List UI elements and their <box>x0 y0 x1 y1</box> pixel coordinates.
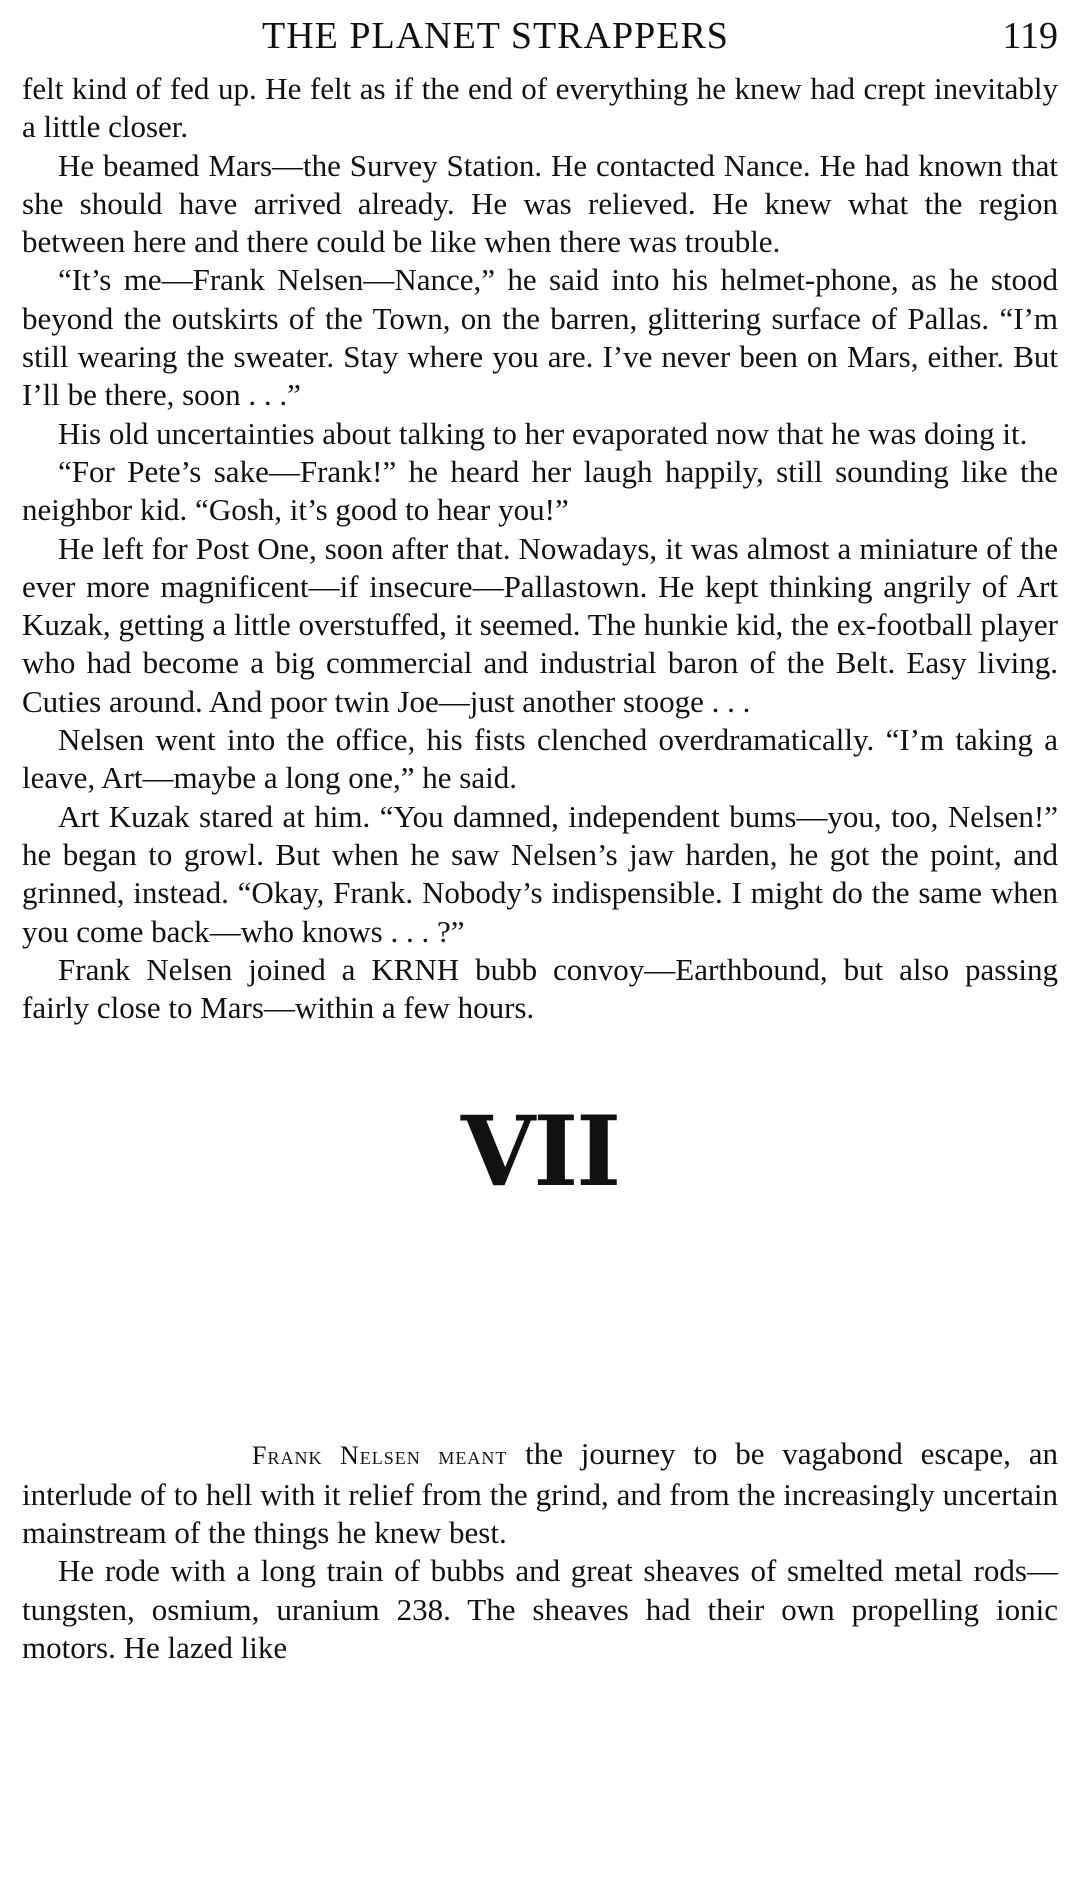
paragraph: Nelsen went into the office, his fists clenched overdramatically. “I’m taking a leave, Art—maybe a long one,” he said. <box>22 722 1058 796</box>
body-text <box>22 70 1058 1027</box>
paragraph: “For Pete’s sake—Frank!” he heard her laugh happily, still sounding like the neighbor kid. “Gosh, it’s good to hear you!” <box>22 453 1058 528</box>
paragraph: Art Kuzak stared at him. “You damned, independent bums—you, too, Nelsen!” he began to growl. But when he saw Nelsen’s jaw harden, he got the point, and grinned, instead. “Okay, Frank. Nobody’s indispensible. I might do the same when you come back—who knows . . . ?” <box>22 798 1058 949</box>
paragraph: He rode with a long train of bubbs and great sheaves of smelted metal rods—tungsten, osmium, uranium 238. The sheaves had their own propelling ionic motors. He lazed like <box>22 1553 1058 1665</box>
chapter-body-text <box>22 1435 1058 1667</box>
paragraph-continued: felt kind of fed up. He felt as if the end of everything he knew had crept inevitably a little closer. <box>22 71 1058 145</box>
chapter-heading: VII <box>460 1095 620 1209</box>
chapter-opening-text: the journey to be vagabond escape, an interlude of to hell with it relief from the grind, and from the increasingly uncertain mainstream of the things he knew best. <box>22 1436 1058 1551</box>
chapter-opening-paragraph <box>22 1435 1058 1552</box>
running-title: THE PLANET STRAPPERS <box>262 15 729 57</box>
page-number: 119 <box>1002 15 1058 57</box>
paragraph: He left for Post One, soon after that. Nowadays, it was almost a miniature of the ever more magnificent—if insecure—Pallastown. He kept thinking angrily of Art Kuzak, getting a little overstuffed, it seemed. The hunkie kid, the ex-football player who had become a big commercial and industrial baron of the Belt. Easy living. Cuties around. And poor twin Joe—just another stooge . . . <box>22 530 1058 719</box>
book-page <box>22 0 1058 1667</box>
chapter-opening-smallcaps: Frank Nelsen meant <box>252 1441 508 1471</box>
paragraph: Frank Nelsen joined a KRNH bubb convoy—Earthbound, but also passing fairly close to Mars—within a few hours. <box>22 951 1058 1026</box>
paragraph: He beamed Mars—the Survey Station. He contacted Nance. He had known that she should have arrived already. He was relieved. He knew what the region between here and there could be like when there was trouble. <box>22 147 1058 260</box>
running-header <box>22 0 1058 70</box>
paragraph: “It’s me—Frank Nelsen—Nance,” he said into his helmet-phone, as he stood beyond the outskirts of the Town, on the barren, glittering surface of Pallas. “I’m still wearing the sweater. Stay where you are. I’ve never been on Mars, either. But I’ll be there, soon . . .” <box>22 262 1058 413</box>
paragraph: His old uncertainties about talking to her evaporated now that he was doing it. <box>58 415 1028 451</box>
